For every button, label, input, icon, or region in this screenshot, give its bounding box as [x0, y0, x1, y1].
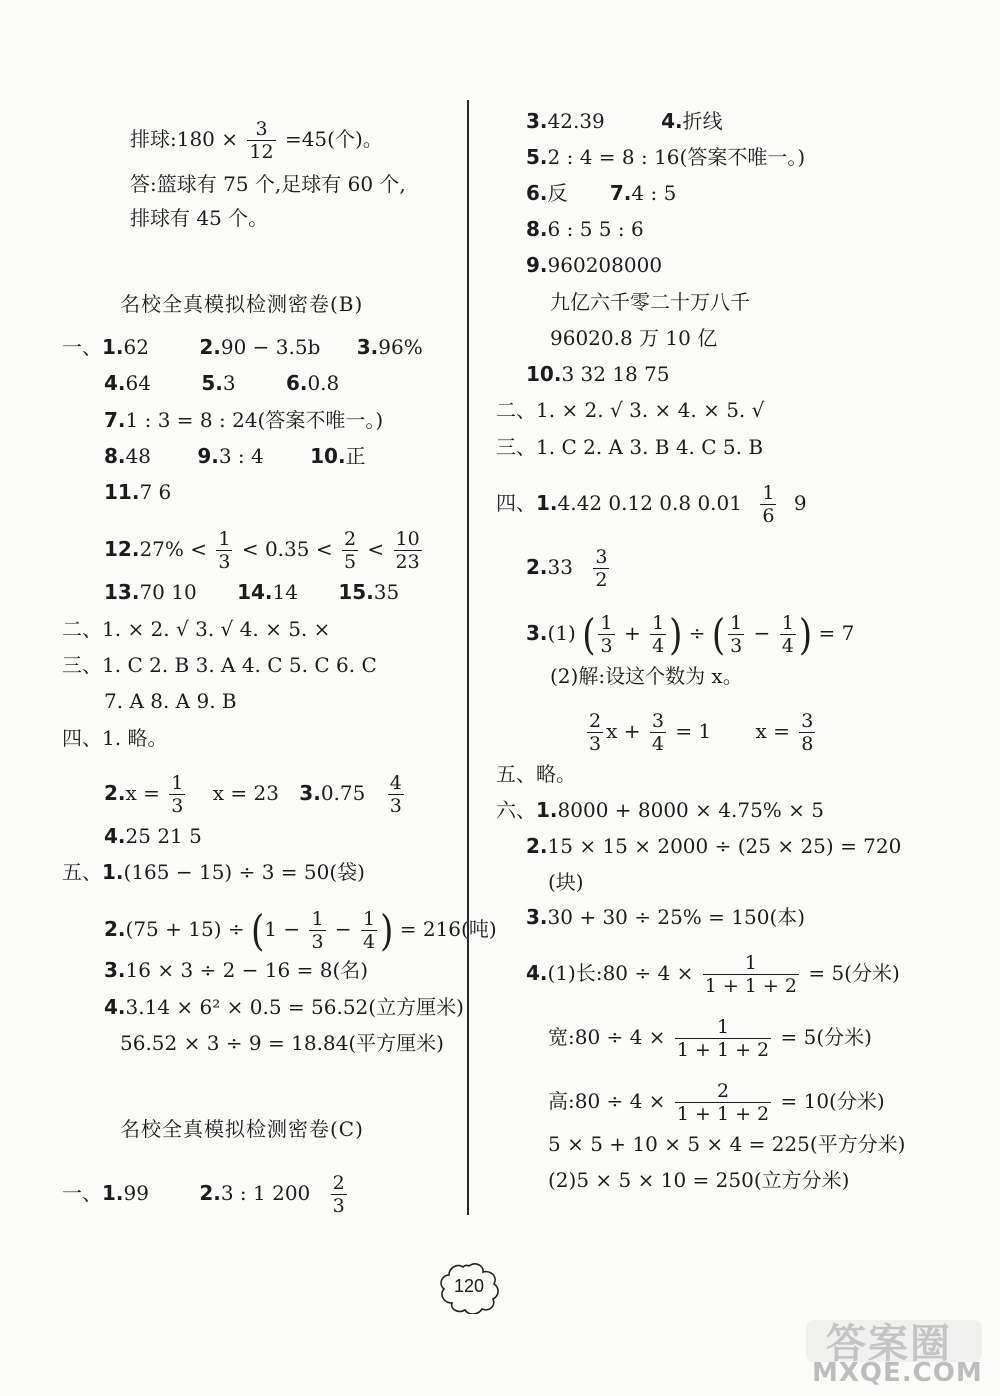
fraction: $\frac{1}{3}$ [311, 908, 324, 953]
fraction: $\frac{2}{5}$ [343, 528, 357, 573]
answer-row: 二、1. × 2. √ 3. √ 4. × 5. × [62, 617, 331, 641]
fraction: $\frac{1}{6}$ [762, 482, 775, 527]
answer-row: 5 × 5 + 10 × 5 × 4 = 225(平方分米) [548, 1132, 906, 1156]
answer-row: (2)解:设这个数为 x。 [550, 664, 743, 688]
fraction: $\frac{1}{4}$ [363, 908, 376, 953]
answer-row: 六、1.8000 + 8000 × 4.75% × 5 [496, 798, 824, 822]
answer-row: 2.(75 + 15) ÷ (1 − $\frac{1}{3}$ − $\frac{1}{4}$ ) = 216(吨) [104, 905, 497, 956]
fraction: $\frac{3}{4}$ [651, 710, 664, 755]
answer-row: 3.42.39 4.折线 [526, 109, 723, 133]
fraction: $\frac{2}{1 + 1 + 2}$ [676, 1080, 770, 1125]
fraction: $\frac{4}{3}$ [389, 772, 402, 817]
answer-row: 五、1.(165 − 15) ÷ 3 = 50(袋) [62, 860, 365, 884]
answer-row: 4.(1)长:80 ÷ 4 × $\frac{1}{1 + 1 + 2}$ = 5(分米) [526, 952, 900, 997]
answer-row: 2.15 × 15 × 2000 ÷ (25 × 25) = 720 [526, 834, 902, 858]
answer-row: 一、1.99 2.3 : 1 200 $\frac{2}{3}$ [62, 1172, 345, 1217]
answer-row: $\frac{2}{3}$ x + $\frac{3}{4}$ = 1 x = $\frac{3}{8}$ [589, 710, 814, 755]
answer-row: 九亿六千零二十万八千 [550, 290, 750, 314]
answer-row: 13.70 10 14.14 15.35 [104, 580, 400, 604]
answer-row: 8.48 9.3 : 4 10.正 [104, 444, 366, 468]
answer-row: 四、1. 略。 [62, 726, 168, 750]
answer-row: 11.7 6 [104, 480, 172, 504]
fraction: $\frac{1}{3}$ [600, 612, 613, 657]
answer-row: 一、1.62 2.90 − 3.5b 3.96% [62, 335, 423, 359]
fraction: $\frac{2}{3}$ [332, 1172, 345, 1217]
answer-row: 五、略。 [496, 762, 576, 786]
fraction: $\frac{2}{3}$ [589, 710, 602, 755]
fraction: $\frac{3}{8}$ [801, 710, 814, 755]
answer-row: 2.x = $\frac{1}{3}$ x = 23 3.0.75 $\frac{4}{3}$ [104, 772, 402, 817]
answer-line: 排球有 45 个。 [130, 206, 269, 230]
fraction: $\frac{10}{23}$ [395, 528, 420, 573]
watermark-url: MXQE.COM [812, 1358, 983, 1388]
answer-row: 高:80 ÷ 4 × $\frac{2}{1 + 1 + 2}$ = 10(分米) [548, 1080, 885, 1125]
answer-row: 4.3.14 × 6² × 0.5 = 56.52(立方厘米) [104, 995, 464, 1019]
fraction: $\frac{3}{2}$ [595, 546, 608, 591]
answer-row: 56.52 × 3 ÷ 9 = 18.84(平方厘米) [120, 1031, 444, 1055]
answer-row: 3.(1) ( $\frac{1}{3}$ + $\frac{1}{4}$ ) ÷ ( $\frac{1}{3}$ − $\frac{1}{4}$ ) = 7 [526, 609, 855, 660]
fraction: $\frac{1}{1 + 1 + 2}$ [676, 1016, 770, 1061]
answer-row: 96020.8 万 10 亿 [550, 326, 718, 350]
answer-row: 10.3 32 18 75 [526, 362, 670, 386]
answer-line: 答:篮球有 75 个,足球有 60 个, [130, 172, 406, 196]
answer-row: 5.2 : 4 = 8 : 16(答案不唯一。) [526, 145, 806, 169]
answer-row: 7. A 8. A 9. B [104, 689, 237, 713]
answer-row: (2)5 × 5 × 10 = 250(立方分米) [548, 1168, 850, 1192]
answer-row: 宽:80 ÷ 4 × $\frac{1}{1 + 1 + 2}$ = 5(分米) [548, 1016, 872, 1061]
section-title-c: 名校全真模拟检测密卷(C) [120, 1117, 364, 1141]
answer-row: 6.反 7.4 : 5 [526, 181, 677, 205]
fraction: $\frac{3}{12}$ [249, 118, 274, 163]
answer-row: 三、1. C 2. B 3. A 4. C 5. C 6. C [62, 653, 377, 677]
answer-row: (块) [548, 870, 584, 894]
section-title-b: 名校全真模拟检测密卷(B) [120, 292, 364, 316]
fraction: $\frac{1}{3}$ [171, 772, 184, 817]
answer-row: 2.33 $\frac{3}{2}$ [526, 546, 608, 591]
column-divider [467, 100, 469, 1215]
fraction: $\frac{1}{4}$ [652, 612, 665, 657]
answer-row: 8.6 : 5 5 : 6 [526, 217, 644, 241]
answer-row: 3.16 × 3 ÷ 2 − 16 = 8(名) [104, 958, 369, 982]
answer-row: 四、1.4.42 0.12 0.8 0.01 $\frac{1}{6}$ 9 [496, 482, 807, 527]
answer-row: 12.27% < $\frac{1}{3}$ < 0.35 < $\frac{2}{5}$ < $\frac{10}{23}$ [104, 528, 420, 573]
answer-row: 二、1. × 2. √ 3. × 4. × 5. √ [496, 398, 765, 422]
page-number: 120 [453, 1276, 485, 1296]
answer-row: 4.25 21 5 [104, 824, 202, 848]
answer-row: 7.1 : 3 = 8 : 24(答案不唯一。) [104, 408, 384, 432]
answer-row: 9.960208000 [526, 253, 663, 277]
volleyball-line: 排球:180 × $\frac{3}{12}$ =45(个)。 [130, 118, 383, 163]
answer-row: 4.64 5.3 6.0.8 [104, 371, 340, 395]
fraction: $\frac{1}{3}$ [218, 528, 231, 573]
answer-row: 三、1. C 2. A 3. B 4. C 5. B [496, 435, 764, 459]
fraction: $\frac{1}{1 + 1 + 2}$ [704, 952, 797, 997]
answer-row: 3.30 + 30 ÷ 25% = 150(本) [526, 905, 806, 929]
watermark-brand: 答案圈 [826, 1321, 952, 1367]
fraction: $\frac{1}{4}$ [781, 612, 794, 657]
fraction: $\frac{1}{3}$ [730, 612, 743, 657]
